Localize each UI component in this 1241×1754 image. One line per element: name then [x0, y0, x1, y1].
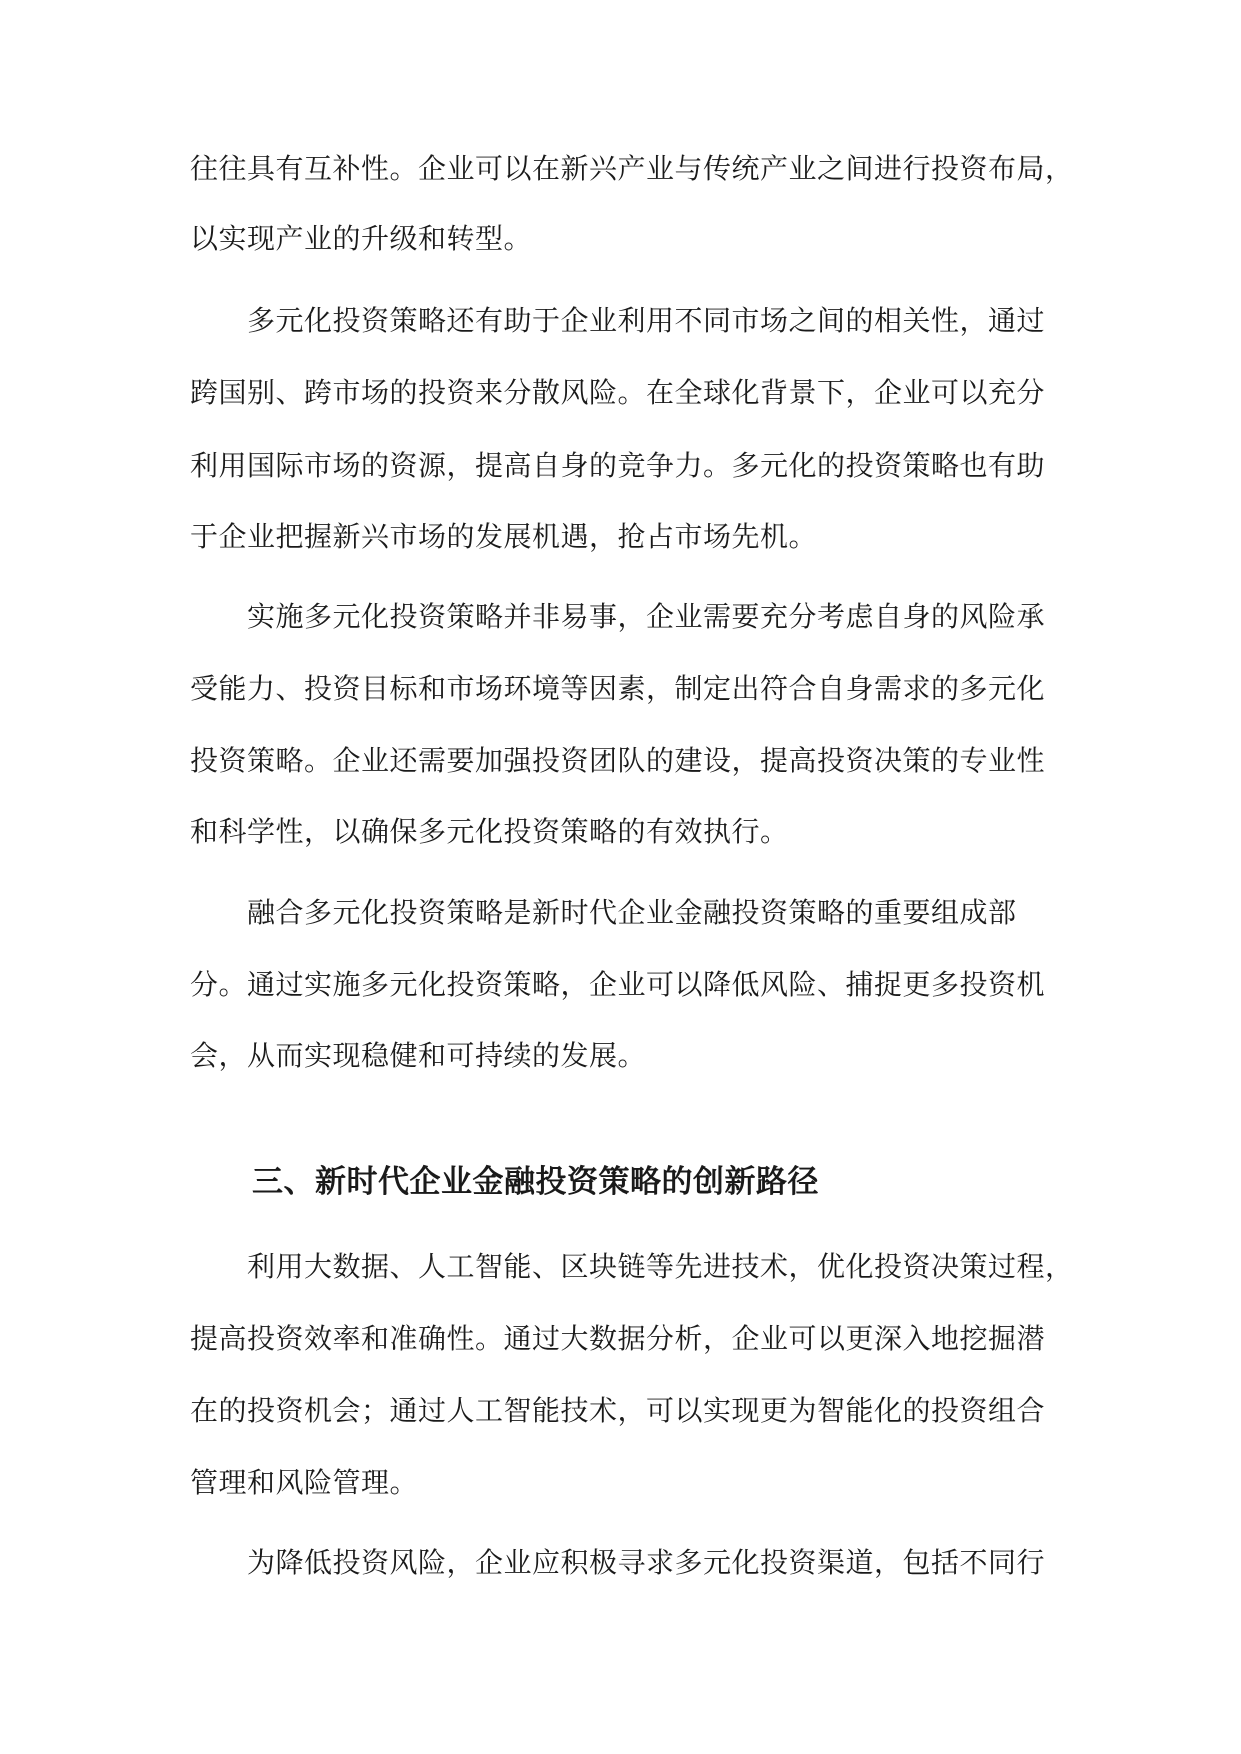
paragraph-1-line-1: 往往具有互补性。企业可以在新兴产业与传统产业之间进行投资布局， — [190, 152, 1074, 185]
paragraph-2-line-3: 利用国际市场的资源，提高自身的竞争力。多元化的投资策略也有助 — [190, 449, 1046, 482]
section-heading: 三、新时代企业金融投资策略的创新路径 — [252, 1164, 819, 1200]
paragraph-4-line-3: 会，从而实现稳健和可持续的发展。 — [190, 1039, 647, 1072]
paragraph-3-line-1: 实施多元化投资策略并非易事，企业需要充分考虑自身的风险承 — [247, 600, 1046, 633]
paragraph-6-line-1: 为降低投资风险，企业应积极寻求多元化投资渠道，包括不同行 — [247, 1546, 1046, 1579]
paragraph-2-line-4: 于企业把握新兴市场的发展机遇，抢占市场先机。 — [190, 520, 818, 553]
paragraph-3-line-2: 受能力、投资目标和市场环境等因素，制定出符合自身需求的多元化 — [190, 672, 1046, 705]
paragraph-4-line-1: 融合多元化投资策略是新时代企业金融投资策略的重要组成部 — [247, 896, 1017, 929]
paragraph-4-line-2: 分。通过实施多元化投资策略，企业可以降低风险、捕捉更多投资机 — [190, 968, 1046, 1001]
paragraph-5-line-1: 利用大数据、人工智能、区块链等先进技术，优化投资决策过程， — [247, 1250, 1074, 1283]
paragraph-5-line-2: 提高投资效率和准确性。通过大数据分析，企业可以更深入地挖掘潜 — [190, 1322, 1046, 1355]
paragraph-3-line-4: 和科学性，以确保多元化投资策略的有效执行。 — [190, 815, 789, 848]
paragraph-2-line-1: 多元化投资策略还有助于企业利用不同市场之间的相关性，通过 — [247, 304, 1046, 337]
paragraph-2-line-2: 跨国别、跨市场的投资来分散风险。在全球化背景下，企业可以充分 — [190, 376, 1046, 409]
paragraph-3-line-3: 投资策略。企业还需要加强投资团队的建设，提高投资决策的专业性 — [190, 744, 1046, 777]
paragraph-5-line-3: 在的投资机会；通过人工智能技术，可以实现更为智能化的投资组合 — [190, 1394, 1046, 1427]
paragraph-1-line-2: 以实现产业的升级和转型。 — [190, 222, 533, 255]
paragraph-5-line-4: 管理和风险管理。 — [190, 1466, 419, 1499]
